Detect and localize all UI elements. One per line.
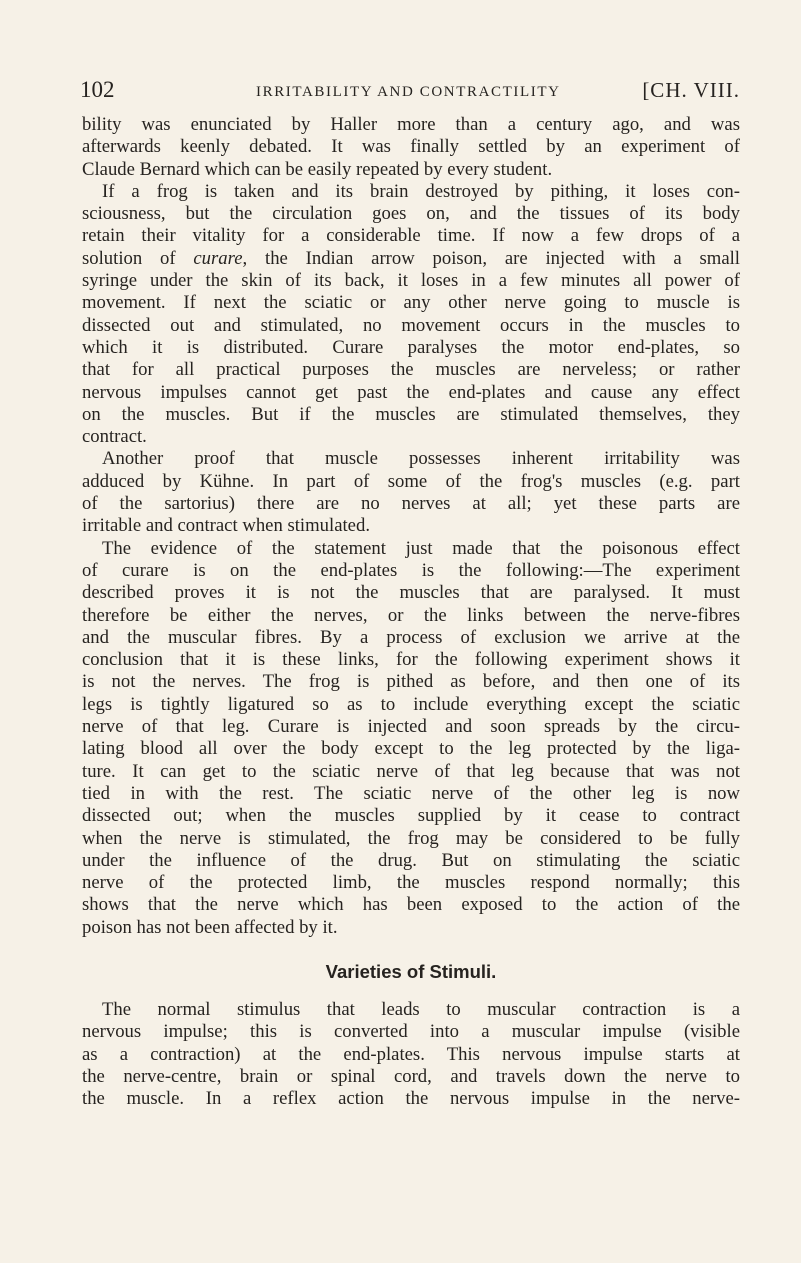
text-line: that for all practical purposes the muscles are nerveless; or rather [82, 359, 740, 381]
text-line: the nerve-centre, brain or spinal cord, and travels down the nerve to [82, 1065, 740, 1087]
text-line: bility was enunciated by Haller more than a century ago, and was [82, 114, 740, 135]
text-line: ture. It can get to the sciatic nerve of that leg because that was not [82, 760, 740, 782]
text-line: therefore be either the nerves, or the links between the nerve-fibres [82, 604, 740, 626]
text-line: movement. If next the sciatic or any other nerve going to muscle is [82, 292, 740, 314]
text-line: nerve of the protected limb, the muscles respond normally; this [82, 872, 740, 894]
text-line: nervous impulses cannot get past the end-plates and cause any effect [82, 381, 740, 403]
text-line: syringe under the skin of its back, it loses in a few minutes all power of [82, 270, 740, 292]
text-line: nervous impulse; this is converted into a muscular impulse (visible [82, 1021, 740, 1043]
text-line-curare: solution of curare, the Indian arrow poison, are injected with a small [82, 247, 740, 269]
chapter-reference: [CH. VIII. [642, 78, 740, 102]
text-line: when the nerve is stimulated, the frog may be considered to be fully [82, 827, 740, 849]
text-line: conclusion that it is these links, for the following experiment shows it [82, 649, 740, 671]
paragraph-group-1 [82, 114, 740, 248]
text-line: poison has not been affected by it. [82, 916, 338, 938]
text-line: irritable and contract when stimulated. [82, 515, 370, 537]
text-line: tied in with the rest. The sciatic nerve of the other leg is now [82, 782, 740, 804]
text-line: sciousness, but the circulation goes on, and the tissues of its body [82, 203, 740, 225]
text-line: the muscle. In a reflex action the nervous impulse in the nerve- [82, 1088, 740, 1110]
text-line: is not the nerves. The frog is pithed as before, and then one of its [82, 671, 740, 693]
running-title: IRRITABILITY AND CONTRACTILITY [256, 84, 561, 100]
text-line: retain their vitality for a considerable time. If now a few drops of a [82, 225, 740, 247]
section-heading: Varieties of Stimuli. [325, 960, 497, 982]
text-line: dissected out; when the muscles supplied by it cease to contract [82, 805, 740, 827]
running-head [78, 78, 740, 102]
text-line: Another proof that muscle possesses inherent irritability was [102, 448, 740, 470]
page-number: 102 [80, 77, 115, 102]
text-line: The normal stimulus that leads to muscular contraction is a [102, 998, 740, 1020]
text-line: lating blood all over the body except to the leg protected by the liga- [82, 738, 740, 760]
text-line: on the muscles. But if the muscles are stimulated themselves, they [82, 403, 740, 425]
text-line: legs is tightly ligatured so as to include everything except the sciatic [82, 693, 740, 715]
text-line: nerve of that leg. Curare is injected and soon spreads by the circu- [82, 716, 740, 738]
text-line: dissected out and stimulated, no movement occurs in the muscles to [82, 314, 740, 336]
paragraph-group-2 [82, 270, 740, 939]
text-line: If a frog is taken and its brain destroyed by pithing, it loses con- [102, 180, 740, 202]
text-line: of curare is on the end-plates is the following:—The experiment [82, 559, 740, 581]
text-line: under the influence of the drug. But on stimulating the sciatic [82, 849, 740, 871]
text-line: and the muscular fibres. By a process of exclusion we arrive at the [82, 626, 740, 648]
body-text [82, 114, 740, 1110]
text-line: which it is distributed. Curare paralyses the motor end-plates, so [82, 336, 740, 358]
text-line: afterwards keenly debated. It was finally settled by an experiment of [82, 136, 740, 158]
paragraph-group-3 [82, 999, 740, 1110]
text-line: described proves it is not the muscles that are paralysed. It must [82, 582, 740, 604]
text-line: of the sartorius) there are no nerves at all; yet these parts are [82, 493, 740, 515]
text-line: The evidence of the statement just made that the poisonous effect [102, 537, 740, 559]
text-line: as a contraction) at the end-plates. This nervous impulse starts at [82, 1043, 740, 1065]
text-line: contract. [82, 426, 147, 448]
text-line: adduced by Kühne. In part of some of the frog's muscles (e.g. part [82, 470, 740, 492]
curare-italic: curare [193, 247, 243, 269]
text-line: shows that the nerve which has been exposed to the action of the [82, 894, 740, 916]
text-line: Claude Bernard which can be easily repeated by every student. [82, 158, 553, 180]
